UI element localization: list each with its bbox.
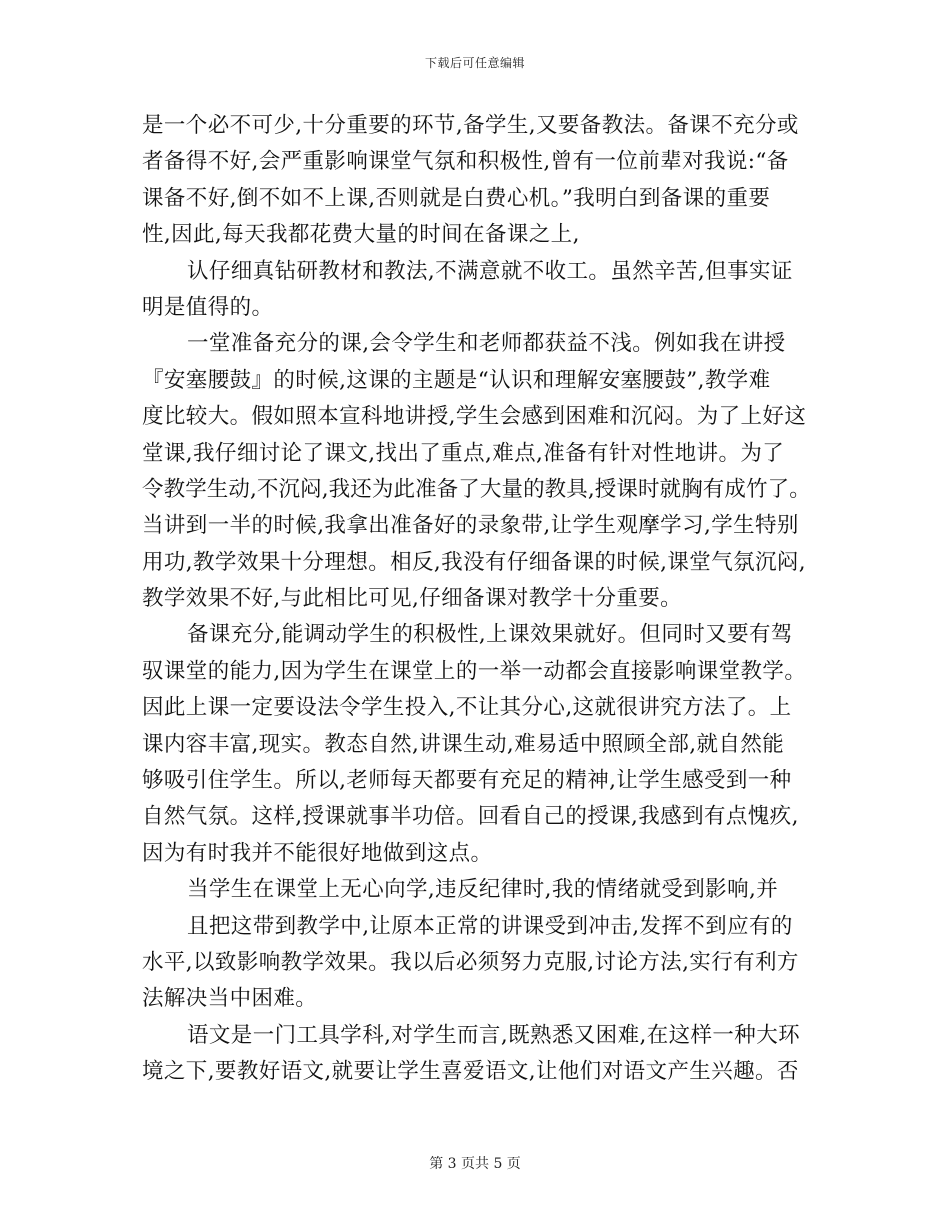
text-line: 法解决当中困难。 [142,986,318,1012]
text-line: 因为有时我并不能很好地做到这点。 [142,840,493,866]
text-line: 者备得不好,会严重影响课堂气氛和积极性,曾有一位前辈对我说:“备 [142,149,789,175]
page-header: 下载后可任意编辑 [424,56,525,70]
text-line: 够吸引住学生。所以,老师每天都要有充足的精神,让学生感受到一种 [142,768,792,794]
text-line: 备课充分,能调动学生的积极性,上课效果就好。但同时又要有驾 [187,622,793,648]
text-line: 课备不好,倒不如不上课,否则就是白费心机。”我明白到备课的重要 [142,185,771,211]
text-line: 性,因此,每天我都花费大量的时间在备课之上, [142,222,580,248]
text-line: 堂课,我仔细讨论了课文,找出了重点,难点,准备有针对性地讲。为了 [142,440,785,466]
text-line: 一堂准备充分的课,会令学生和老师都获益不浅。例如我在讲授 [187,331,786,357]
text-line: 是一个必不可少,十分重要的环节,备学生,又要备教法。备课不充分或 [142,113,799,138]
page-footer: 第 3 页共 5 页 [429,1156,521,1172]
text-line: 认仔细真钻研教材和教法,不满意就不收工。虽然辛苦,但事实证 [187,258,793,284]
text-line: 驭课堂的能力,因为学生在课堂上的一举一动都会直接影响课堂教学。 [142,658,807,684]
document-body [142,108,812,1091]
text-line: 水平,以致影响教学效果。我以后必须努力克服,讨论方法,实行有利方 [142,949,799,975]
text-line: 教学效果不好,与此相比可见,仔细备课对教学十分重要。 [142,586,683,612]
text-line: 令教学生动,不沉闷,我还为此准备了大量的教具,授课时就胸有成竹了。 [142,476,811,502]
text-line: 且把这带到教学中,让原本正常的讲课受到冲击,发挥不到应有的 [187,913,793,939]
text-line: 自然气氛。这样,授课就事半功倍。回看自己的授课,我感到有点愧疚, [142,804,799,830]
text-line: 『安塞腰鼓』的时候,这课的主题是“认识和理解安塞腰鼓”,教学难 [142,367,771,393]
text-line: 当讲到一半的时候,我拿出准备好的录象带,让学生观摩学习,学生特别 [142,513,799,539]
text-line: 境之下,要教好语文,就要让学生喜爱语文,让他们对语文产生兴趣。否 [142,1059,799,1085]
text-line: 度比较大。假如照本宣科地讲授,学生会感到困难和沉闷。为了上好这 [142,404,807,430]
text-line: 课内容丰富,现实。教态自然,讲课生动,难易适中照顾全部,就自然能 [142,731,785,757]
text-line: 语文是一门工具学科,对学生而言,既熟悉又困难,在这样一种大环 [187,1022,801,1048]
text-line: 因此上课一定要设法令学生投入,不让其分心,这就很讲究方法了。上 [142,695,792,721]
text-line: 当学生在课堂上无心向学,违反纪律时,我的情绪就受到影响,并 [187,877,779,903]
text-line: 用功,教学效果十分理想。相反,我没有仔细备课的时候,课堂气氛沉闷, [142,549,807,575]
text-line: 明是值得的。 [142,294,274,320]
